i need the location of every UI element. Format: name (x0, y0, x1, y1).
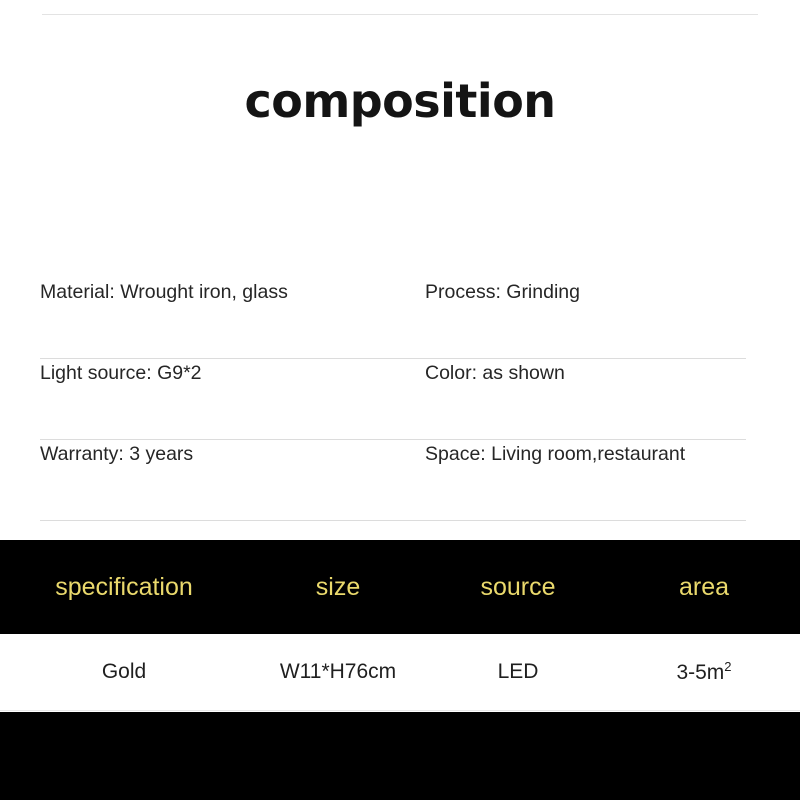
cell-area-value: 3-5 (676, 661, 707, 684)
table-row (0, 634, 800, 711)
cell-size: W11*H76cm (279, 660, 397, 683)
cell-area-exponent: 2 (724, 659, 732, 674)
column-header-specification: specification (55, 572, 193, 601)
bottom-band (0, 712, 800, 800)
column-header-size: size (315, 572, 361, 601)
table-header-row (0, 540, 800, 634)
column-header-source: source (480, 572, 556, 601)
spec-space: Space: Living room,restaurant (425, 443, 686, 465)
specification-table (0, 540, 800, 711)
page-title: composition (244, 74, 556, 128)
cell-area-unit: m (706, 661, 725, 684)
top-divider (42, 14, 758, 15)
column-header-area: area (678, 572, 730, 601)
cell-specification: Gold (101, 660, 147, 683)
spec-process: Process: Grinding (425, 281, 580, 303)
spec-light-source: Light source: G9*2 (40, 362, 202, 384)
spec-row (40, 278, 746, 359)
cell-source: LED (497, 660, 539, 683)
spec-warranty: Warranty: 3 years (40, 443, 194, 465)
cell-area (608, 659, 800, 685)
spec-color: Color: as shown (425, 362, 565, 384)
spec-material: Material: Wrought iron, glass (40, 281, 288, 303)
spec-row (40, 440, 746, 521)
specification-list (40, 278, 746, 521)
spec-row (40, 359, 746, 440)
